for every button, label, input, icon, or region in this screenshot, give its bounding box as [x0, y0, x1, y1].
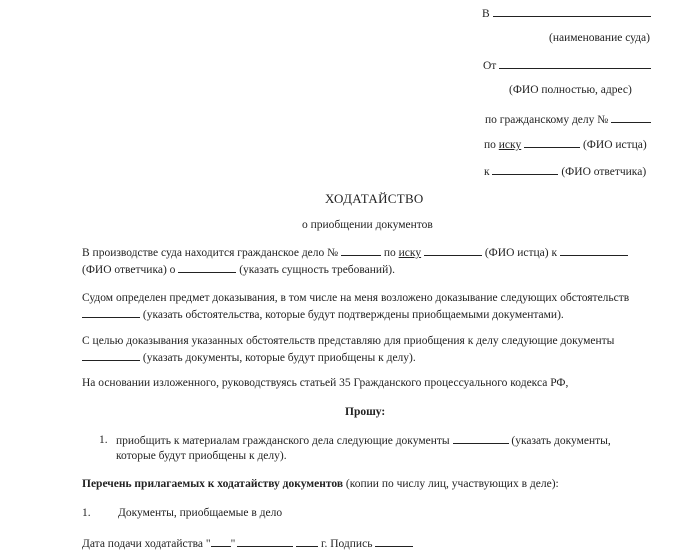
- request-heading: Прошу:: [345, 406, 386, 418]
- request-text-b: (указать документы,: [511, 435, 611, 447]
- p1-case-blank: [341, 245, 381, 256]
- month-blank: [237, 536, 293, 547]
- attachments-heading: [82, 477, 559, 491]
- case-number-line: [485, 112, 651, 127]
- attachments-heading-bold: Перечень прилагаемых к ходатайству документов: [82, 478, 344, 490]
- p1-claim-blank: [178, 262, 236, 273]
- p1-text-f: (указать сущность требований).: [239, 264, 395, 276]
- request-blank: [453, 433, 509, 444]
- attachment-item-text: Документы, приобщаемые в дело: [118, 507, 283, 519]
- applicant-line: [483, 58, 651, 73]
- court-caption: (наименование суда): [549, 32, 650, 44]
- case-prefix: по гражданскому делу №: [485, 114, 609, 126]
- signature-line: [82, 536, 413, 551]
- plaintiff-line: [484, 137, 647, 152]
- p1-plaintiff-blank: [424, 245, 482, 256]
- paragraph-1-line-1: [82, 245, 628, 260]
- p2-text: (указать обстоятельства, которые будут подтверждены приобщаемыми документами).: [142, 309, 564, 321]
- signature-blank: [375, 536, 413, 547]
- court-blank: [493, 6, 651, 17]
- request-item-number: 1.: [99, 434, 108, 446]
- plaintiff-blank: [524, 137, 580, 148]
- defendant-line: [484, 164, 646, 179]
- paragraph-2-line-1: Судом определен предмет доказывания, в том числе на меня возложено доказывание следующих обстоятельств: [82, 292, 630, 304]
- defendant-blank: [492, 164, 558, 175]
- applicant-caption: (ФИО полностью, адрес): [509, 84, 632, 96]
- p1-defendant-blank: [560, 245, 628, 256]
- paragraph-2-line-2: [82, 307, 564, 322]
- day-blank: [211, 536, 231, 547]
- p1-text-d: (ФИО истца) к: [484, 247, 558, 259]
- document-subtitle: о приобщении документов: [302, 219, 433, 231]
- claim-word: иску: [498, 139, 522, 151]
- p1-text-c: иску: [398, 247, 422, 259]
- paragraph-1-line-2: [82, 262, 395, 277]
- request-item-line-2: которые будут приобщены к делу).: [116, 450, 287, 462]
- paragraph-3-line-1: С целью доказывания указанных обстоятельств представляю для приобщения к делу следующие документы: [82, 335, 615, 347]
- plaintiff-caption: (ФИО истца): [582, 139, 647, 151]
- defendant-prefix: к: [484, 166, 490, 178]
- paragraph-4: На основании изложенного, руководствуясь статьей 35 Гражданского процессуального кодекса РФ,: [82, 377, 569, 389]
- p1-text-e: (ФИО ответчика) о: [82, 264, 176, 276]
- year-suffix: г. Подпись: [321, 538, 373, 550]
- court-line: [482, 6, 651, 21]
- p3-blank: [82, 350, 140, 361]
- date-prefix: Дата подачи ходатайства ": [82, 538, 211, 550]
- year-blank: [296, 536, 318, 547]
- defendant-caption: (ФИО ответчика): [561, 166, 647, 178]
- request-item-line-1: [116, 433, 611, 448]
- p3-text: (указать документы, которые будут приобщены к делу).: [142, 352, 416, 364]
- date-mid: ": [230, 538, 236, 550]
- document-title: ХОДАТАЙСТВО: [325, 191, 424, 206]
- p2-blank: [82, 307, 140, 318]
- attachment-item-number: 1.: [82, 507, 91, 519]
- applicant-prefix: От: [483, 60, 497, 72]
- paragraph-3-line-2: [82, 350, 416, 365]
- court-prefix: В: [482, 8, 490, 20]
- p1-text-a: В производстве суда находится гражданское дело №: [82, 247, 339, 259]
- request-text-a: приобщить к материалам гражданского дела следующие документы: [116, 435, 450, 447]
- p1-text-b: по: [383, 247, 396, 259]
- applicant-blank: [499, 58, 651, 69]
- claim-prefix: по: [484, 139, 496, 151]
- case-number-blank: [611, 112, 651, 123]
- attachments-heading-rest: (копии по числу лиц, участвующих в деле):: [345, 478, 559, 490]
